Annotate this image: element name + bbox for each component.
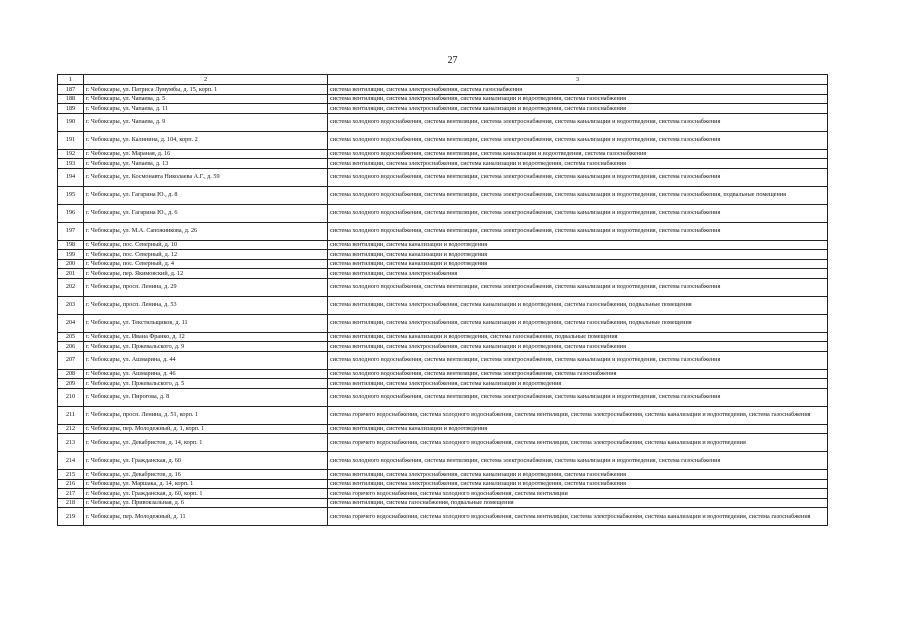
row-systems-cell: система холодного водоснабжения, система вентиляции, система канализации и водоотведения, система газоснабжения	[328, 149, 828, 159]
row-address-cell: г. Чебоксары, ул. Ивана Франко, д. 12	[84, 332, 328, 342]
row-address-cell: г. Чебоксары, ул. Чапаева, д. 11	[84, 104, 328, 114]
table-row	[58, 479, 828, 489]
row-address-cell: г. Чебоксары, ул. Чапаева, д. 13	[84, 159, 328, 169]
table-row	[58, 159, 828, 169]
row-systems-cell: система горячего водоснабжения, система холодного водоснабжения, система вентиляции, система электроснабжения, система канализации и водоотведения, система газоснабжения	[328, 406, 828, 424]
row-systems-cell: система вентиляции, система электроснабжения	[328, 269, 828, 279]
row-address-cell: г. Чебоксары, пер. Молодежный, д. 1, корп. 1	[84, 424, 328, 434]
table-row	[58, 113, 828, 131]
page-number: 27	[447, 55, 458, 66]
row-number-cell: 219	[58, 508, 84, 526]
row-number-cell: 213	[58, 434, 84, 452]
table-row	[58, 369, 828, 379]
table-row	[58, 452, 828, 470]
row-systems-cell: система холодного водоснабжения, система вентиляции, система электроснабжения, система канализации и водоотведения, система газоснабжения	[328, 278, 828, 296]
row-number-cell: 212	[58, 424, 84, 434]
table-row	[58, 85, 828, 95]
table-row	[58, 342, 828, 352]
row-number-cell: 192	[58, 149, 84, 159]
row-systems-cell: система горячего водоснабжения, система холодного водоснабжения, система вентиляции	[328, 489, 828, 499]
row-systems-cell: система вентиляции, система канализации и водоотведения	[328, 259, 828, 269]
row-address-cell: г. Чебоксары, ул. Пржевальского, д. 5	[84, 379, 328, 389]
row-address-cell: г. Чебоксары, ул. Ашмарина, д. 44	[84, 351, 328, 369]
row-address-cell: г. Чебоксары, ул. Мараная, д. 16	[84, 149, 328, 159]
row-systems-cell: система вентиляции, система электроснабжения, система канализации и водоотведения, система газоснабжения	[328, 94, 828, 104]
row-address-cell: г. Чебоксары, ул. Гражданская, д. 60	[84, 452, 328, 470]
column-header-number: 1	[58, 75, 84, 85]
row-number-cell: 202	[58, 278, 84, 296]
row-systems-cell: система холодного водоснабжения, система вентиляции, система электроснабжения, система канализации и водоотведения, система газоснабжения	[328, 222, 828, 240]
row-address-cell: г. Чебоксары, ул. Калинина, д. 104, корп. 2	[84, 131, 328, 149]
row-number-cell: 217	[58, 489, 84, 499]
table-row	[58, 351, 828, 369]
row-systems-cell: система вентиляции, система газоснабжения, подвальные помещения	[328, 498, 828, 508]
row-address-cell: г. Чебоксары, ул. Ашмарина, д. 46	[84, 369, 328, 379]
buildings-table	[57, 74, 828, 526]
row-number-cell: 209	[58, 379, 84, 389]
table-row	[58, 186, 828, 204]
row-number-cell: 195	[58, 186, 84, 204]
row-address-cell: г. Чебоксары, пос. Северный, д. 12	[84, 250, 328, 260]
table-row	[58, 269, 828, 279]
row-systems-cell: система холодного водоснабжения, система вентиляции, система электроснабжения, система канализации и водоотведения, система газоснабжения	[328, 131, 828, 149]
table-row	[58, 149, 828, 159]
row-number-cell: 204	[58, 314, 84, 332]
row-number-cell: 189	[58, 104, 84, 114]
row-systems-cell: система вентиляции, система электроснабжения, система канализации и водоотведения	[328, 379, 828, 389]
row-address-cell: г. Чебоксары, ул. Пржевальского, д. 9	[84, 342, 328, 352]
row-number-cell: 199	[58, 250, 84, 260]
row-systems-cell: система вентиляции, система электроснабжения, система канализации и водоотведения, система газоснабжения, подвальные помещения	[328, 314, 828, 332]
row-systems-cell: система холодного водоснабжения, система вентиляции, система электроснабжения, система канализации и водоотведения, система газоснабжения	[328, 452, 828, 470]
row-number-cell: 211	[58, 406, 84, 424]
row-number-cell: 197	[58, 222, 84, 240]
row-number-cell: 193	[58, 159, 84, 169]
row-number-cell: 198	[58, 240, 84, 250]
row-number-cell: 201	[58, 269, 84, 279]
row-systems-cell: система вентиляции, система электроснабжения, система канализации и водоотведения, система газоснабжения, подвальные помещения	[328, 296, 828, 314]
row-address-cell: г. Чебоксары, ул. Патриса Лумумбы, д. 15, корп. 1	[84, 85, 328, 95]
row-address-cell: г. Чебоксары, просп. Ленина, д. 53	[84, 296, 328, 314]
row-number-cell: 203	[58, 296, 84, 314]
row-address-cell: г. Чебоксары, просп. Ленина, д. 51, корп. 1	[84, 406, 328, 424]
table-row	[58, 250, 828, 260]
row-number-cell: 214	[58, 452, 84, 470]
table-header-row	[58, 75, 828, 85]
row-systems-cell: система холодного водоснабжения, система вентиляции, система электроснабжения, система канализации и водоотведения, система газоснабжения	[328, 204, 828, 222]
row-systems-cell: система горячего водоснабжения, система холодного водоснабжения, система вентиляции, система электроснабжения, система канализации и водоотведения, система газоснабжения	[328, 508, 828, 526]
table-row	[58, 296, 828, 314]
table-row	[58, 168, 828, 186]
row-systems-cell: система горячего водоснабжения, система холодного водоснабжения, система вентиляции, система электроснабжения, система канализации и водоотведения	[328, 434, 828, 452]
row-number-cell: 190	[58, 113, 84, 131]
row-systems-cell: система холодного водоснабжения, система вентиляции, система электроснабжения, система канализации и водоотведения, система газоснабжения	[328, 168, 828, 186]
table-row	[58, 498, 828, 508]
row-systems-cell: система холодного водоснабжения, система вентиляции, система электроснабжения, система газоснабжения	[328, 369, 828, 379]
table-row	[58, 508, 828, 526]
row-address-cell: г. Чебоксары, пер. Молодежный, д. 11	[84, 508, 328, 526]
table-row	[58, 204, 828, 222]
row-systems-cell: система холодного водоснабжения, система вентиляции, система электроснабжения, система канализации и водоотведения, система газоснабжения	[328, 388, 828, 406]
row-address-cell: г. Чебоксары, ул. Гагарина Ю., д. 8	[84, 186, 328, 204]
row-systems-cell: система холодного водоснабжения, система вентиляции, система электроснабжения, система канализации и водоотведения, система газоснабжения, подвальные помещения	[328, 186, 828, 204]
row-number-cell: 216	[58, 479, 84, 489]
table-row	[58, 470, 828, 480]
row-address-cell: г. Чебоксары, ул. Привокзальная, д. 6	[84, 498, 328, 508]
row-systems-cell: система вентиляции, система канализации и водоотведения, система газоснабжения, подвальные помещения	[328, 332, 828, 342]
table-row	[58, 259, 828, 269]
row-address-cell: г. Чебоксары, ул. Чапаева, д. 5	[84, 94, 328, 104]
row-number-cell: 206	[58, 342, 84, 352]
table-row	[58, 406, 828, 424]
table-row	[58, 332, 828, 342]
row-systems-cell: система вентиляции, система электроснабжения, система канализации и водоотведения, система газоснабжения	[328, 342, 828, 352]
row-number-cell: 208	[58, 369, 84, 379]
row-systems-cell: система холодного водоснабжения, система вентиляции, система электроснабжения, система канализации и водоотведения, система газоснабжения	[328, 113, 828, 131]
row-address-cell: г. Чебоксары, ул. Декабристов, д. 14, корп. 1	[84, 434, 328, 452]
table-row	[58, 434, 828, 452]
row-number-cell: 215	[58, 470, 84, 480]
table-row	[58, 222, 828, 240]
row-number-cell: 210	[58, 388, 84, 406]
table-row	[58, 94, 828, 104]
row-systems-cell: система вентиляции, система канализации и водоотведения	[328, 250, 828, 260]
table-row	[58, 379, 828, 389]
table-row	[58, 489, 828, 499]
row-address-cell: г. Чебоксары, ул. М.А. Сапожникова, д. 26	[84, 222, 328, 240]
row-systems-cell: система вентиляции, система канализации и водоотведения	[328, 240, 828, 250]
row-number-cell: 205	[58, 332, 84, 342]
table-row	[58, 278, 828, 296]
row-number-cell: 200	[58, 259, 84, 269]
row-address-cell: г. Чебоксары, пос. Северный, д. 10	[84, 240, 328, 250]
row-number-cell: 188	[58, 94, 84, 104]
table-row	[58, 388, 828, 406]
row-number-cell: 187	[58, 85, 84, 95]
row-number-cell: 194	[58, 168, 84, 186]
row-address-cell: г. Чебоксары, ул. Чапаева, д. 9	[84, 113, 328, 131]
column-header-address: 2	[84, 75, 328, 85]
row-systems-cell: система вентиляции, система электроснабжения, система канализации и водоотведения, система газоснабжения	[328, 159, 828, 169]
table-row	[58, 240, 828, 250]
row-systems-cell: система вентиляции, система электроснабжения, система канализации и водоотведения, система газоснабжения	[328, 470, 828, 480]
row-address-cell: г. Чебоксары, ул. Декабристов, д. 16	[84, 470, 328, 480]
row-address-cell: г. Чебоксары, ул. Гагарина Ю., д. 6	[84, 204, 328, 222]
row-address-cell: г. Чебоксары, пер. Якимовский, д. 12	[84, 269, 328, 279]
row-address-cell: г. Чебоксары, ул. Гражданская, д. 60, корп. 1	[84, 489, 328, 499]
table-row	[58, 104, 828, 114]
row-address-cell: г. Чебоксары, ул. Космонавта Николаева А.Г., д. 59	[84, 168, 328, 186]
table-row	[58, 131, 828, 149]
row-number-cell: 196	[58, 204, 84, 222]
row-systems-cell: система вентиляции, система электроснабжения, система канализации и водоотведения, система газоснабжения	[328, 479, 828, 489]
row-systems-cell: система вентиляции, система электроснабжения, система газоснабжения	[328, 85, 828, 95]
row-number-cell: 218	[58, 498, 84, 508]
row-systems-cell: система холодного водоснабжения, система вентиляции, система электроснабжения, система канализации и водоотведения, система газоснабжения	[328, 351, 828, 369]
table-row	[58, 314, 828, 332]
row-number-cell: 191	[58, 131, 84, 149]
row-systems-cell: система вентиляции, система электроснабжения, система канализации и водоотведения, система газоснабжения	[328, 104, 828, 114]
row-number-cell: 207	[58, 351, 84, 369]
table-row	[58, 424, 828, 434]
row-address-cell: г. Чебоксары, пос. Северный, д. 4	[84, 259, 328, 269]
row-address-cell: г. Чебоксары, ул. Маршака, д. 14, корп. 1	[84, 479, 328, 489]
row-address-cell: г. Чебоксары, ул. Текстильщиков, д. 11	[84, 314, 328, 332]
row-address-cell: г. Чебоксары, ул. Пирогова, д. 8	[84, 388, 328, 406]
column-header-systems: 3	[328, 75, 828, 85]
row-address-cell: г. Чебоксары, просп. Ленина, д. 29	[84, 278, 328, 296]
row-systems-cell: система вентиляции, система канализации и водоотведения	[328, 424, 828, 434]
